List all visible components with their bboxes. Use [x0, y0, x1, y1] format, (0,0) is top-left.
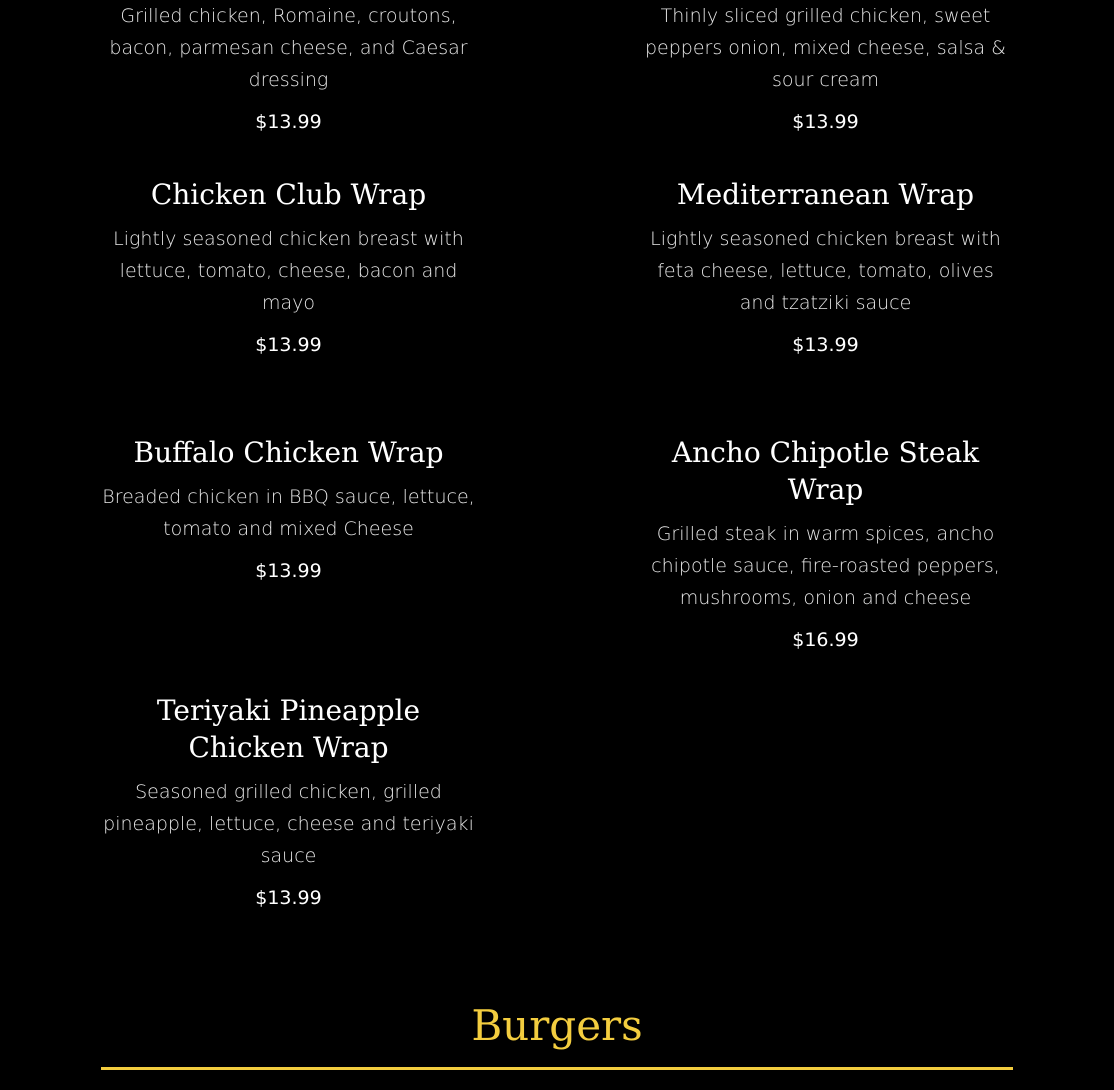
item-description: Lightly seasoned chicken breast with lettuce, tomato, cheese, bacon and mayo — [113, 228, 464, 314]
item-price: $13.99 — [255, 560, 322, 582]
section-divider — [101, 1067, 1013, 1070]
menu-item — [637, 176, 1014, 357]
item-title: Ancho Chipotle Steak Wrap — [671, 436, 980, 506]
item-title: Teriyaki Pineapple Chicken Wrap — [156, 694, 421, 764]
item-price: $16.99 — [792, 629, 859, 651]
item-description: Grilled steak in warm spices, ancho chipotle sauce, fire-roasted peppers, mushrooms, onion and cheese — [651, 523, 1000, 609]
item-description: Lightly seasoned chicken breast with feta cheese, lettuce, tomato, olives and tzatziki sauce — [650, 228, 1001, 314]
menu-item — [637, 434, 1014, 652]
menu-item — [100, 0, 477, 134]
item-price: $13.99 — [255, 887, 322, 909]
menu-item — [100, 692, 477, 910]
item-price: $13.99 — [792, 334, 859, 356]
menu-item — [637, 0, 1014, 134]
item-description: Seasoned grilled chicken, grilled pineapple, lettuce, cheese and teriyaki sauce — [103, 781, 474, 867]
item-description: Thinly sliced grilled chicken, sweet peppers onion, mixed cheese, salsa & sour cream — [645, 5, 1006, 91]
item-title: Chicken Club Wrap — [150, 178, 427, 211]
section-title: Burgers — [471, 1001, 643, 1050]
item-description: Grilled chicken, Romaine, croutons, bacon, parmesan cheese, and Caesar dressing — [109, 5, 468, 91]
item-price: $13.99 — [255, 334, 322, 356]
menu-item — [100, 176, 477, 357]
item-price: $13.99 — [255, 111, 322, 133]
item-description: Breaded chicken in BBQ sauce, lettuce, tomato and mixed Cheese — [102, 486, 475, 540]
item-title: Buffalo Chicken Wrap — [133, 436, 444, 469]
menu-item — [100, 434, 477, 583]
item-price: $13.99 — [792, 111, 859, 133]
item-title: Mediterranean Wrap — [676, 178, 975, 211]
